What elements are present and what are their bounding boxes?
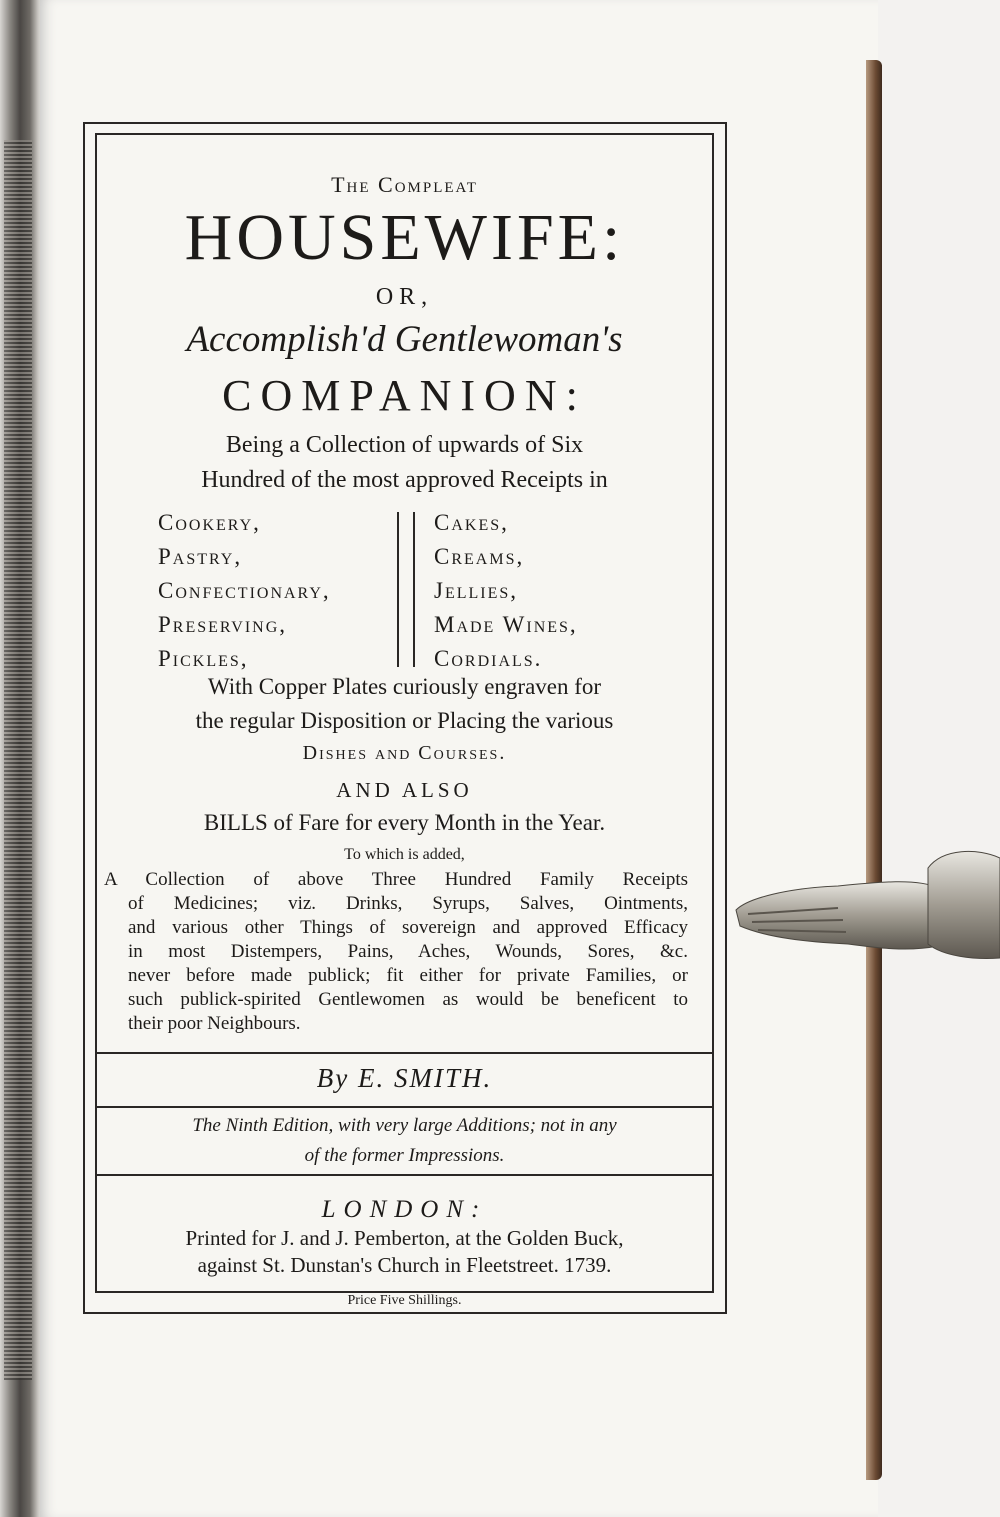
list-item: Cakes, (434, 510, 509, 535)
subtitle: Accomplish'd Gentlewoman's (186, 319, 623, 360)
list-item: Jellies, (434, 578, 519, 603)
plates-line: With Copper Plates curiously engraven for (207, 674, 602, 699)
list-right (434, 506, 578, 676)
para-line: of Medicines; viz. Drinks, Syrups, Salves, Ointments, (128, 893, 688, 914)
pre-title: The Compleat (331, 172, 478, 197)
subtitle-companion: COMPANION: (222, 371, 587, 420)
city: LONDON: (321, 1196, 488, 1223)
rule (97, 1174, 712, 1176)
imprint-line: against St. Dunstan's Church in Fleetstreet. 1739. (197, 1253, 612, 1277)
para-line: A Collection of above Three Hundred Family Receipts (104, 869, 688, 890)
rule (97, 1052, 712, 1054)
main-title: HOUSEWIFE: (184, 201, 625, 274)
para-line: their poor Neighbours. (128, 1013, 301, 1034)
para-line: such publick-spirited Gentlewomen as would be beneficent to (128, 989, 688, 1010)
bills-line: BILLS of Fare for every Month in the Year. (203, 810, 606, 835)
para-line: never before made publick; fit either for private Families, or (128, 965, 688, 986)
price: Price Five Shillings. (347, 1293, 462, 1308)
list-item: Creams, (434, 544, 525, 569)
double-rule-divider (397, 512, 415, 667)
list-item: Made Wines, (434, 612, 578, 637)
para-line: in most Distempers, Pains, Aches, Wounds, Sores, &c. (128, 941, 688, 962)
list-item: Preserving, (158, 612, 288, 637)
book-cover-edge (866, 60, 882, 1480)
list-item: Confectionary, (158, 578, 331, 603)
list-item: Pickles, (158, 646, 249, 671)
list-item: Cookery, (158, 510, 261, 535)
list-item: Cordials. (434, 646, 543, 671)
added-line: To which is added, (344, 846, 465, 863)
para-line: and various other Things of sovereign and approved Efficacy (128, 917, 688, 938)
or-line: OR, (375, 284, 434, 310)
imprint-line: Printed for J. and J. Pemberton, at the Golden Buck, (185, 1226, 624, 1250)
author: By E. SMITH. (316, 1063, 493, 1093)
and-also: AND ALSO (336, 778, 473, 802)
description-line: Being a Collection of upwards of Six (225, 432, 584, 458)
plates-line: the regular Disposition or Placing the various (195, 708, 614, 733)
list-left (158, 506, 331, 676)
edition-line: The Ninth Edition, with very large Additions; not in any (192, 1115, 617, 1136)
list-item: Pastry, (158, 544, 243, 569)
rule (97, 1106, 712, 1108)
plates-line: Dishes and Courses. (302, 742, 507, 764)
facing-page-engraving (0, 0, 42, 1517)
silver-hand-page-holder-icon (728, 848, 1000, 963)
edition-line: of the former Impressions. (304, 1145, 505, 1166)
description-line: Hundred of the most approved Receipts in (201, 467, 608, 493)
